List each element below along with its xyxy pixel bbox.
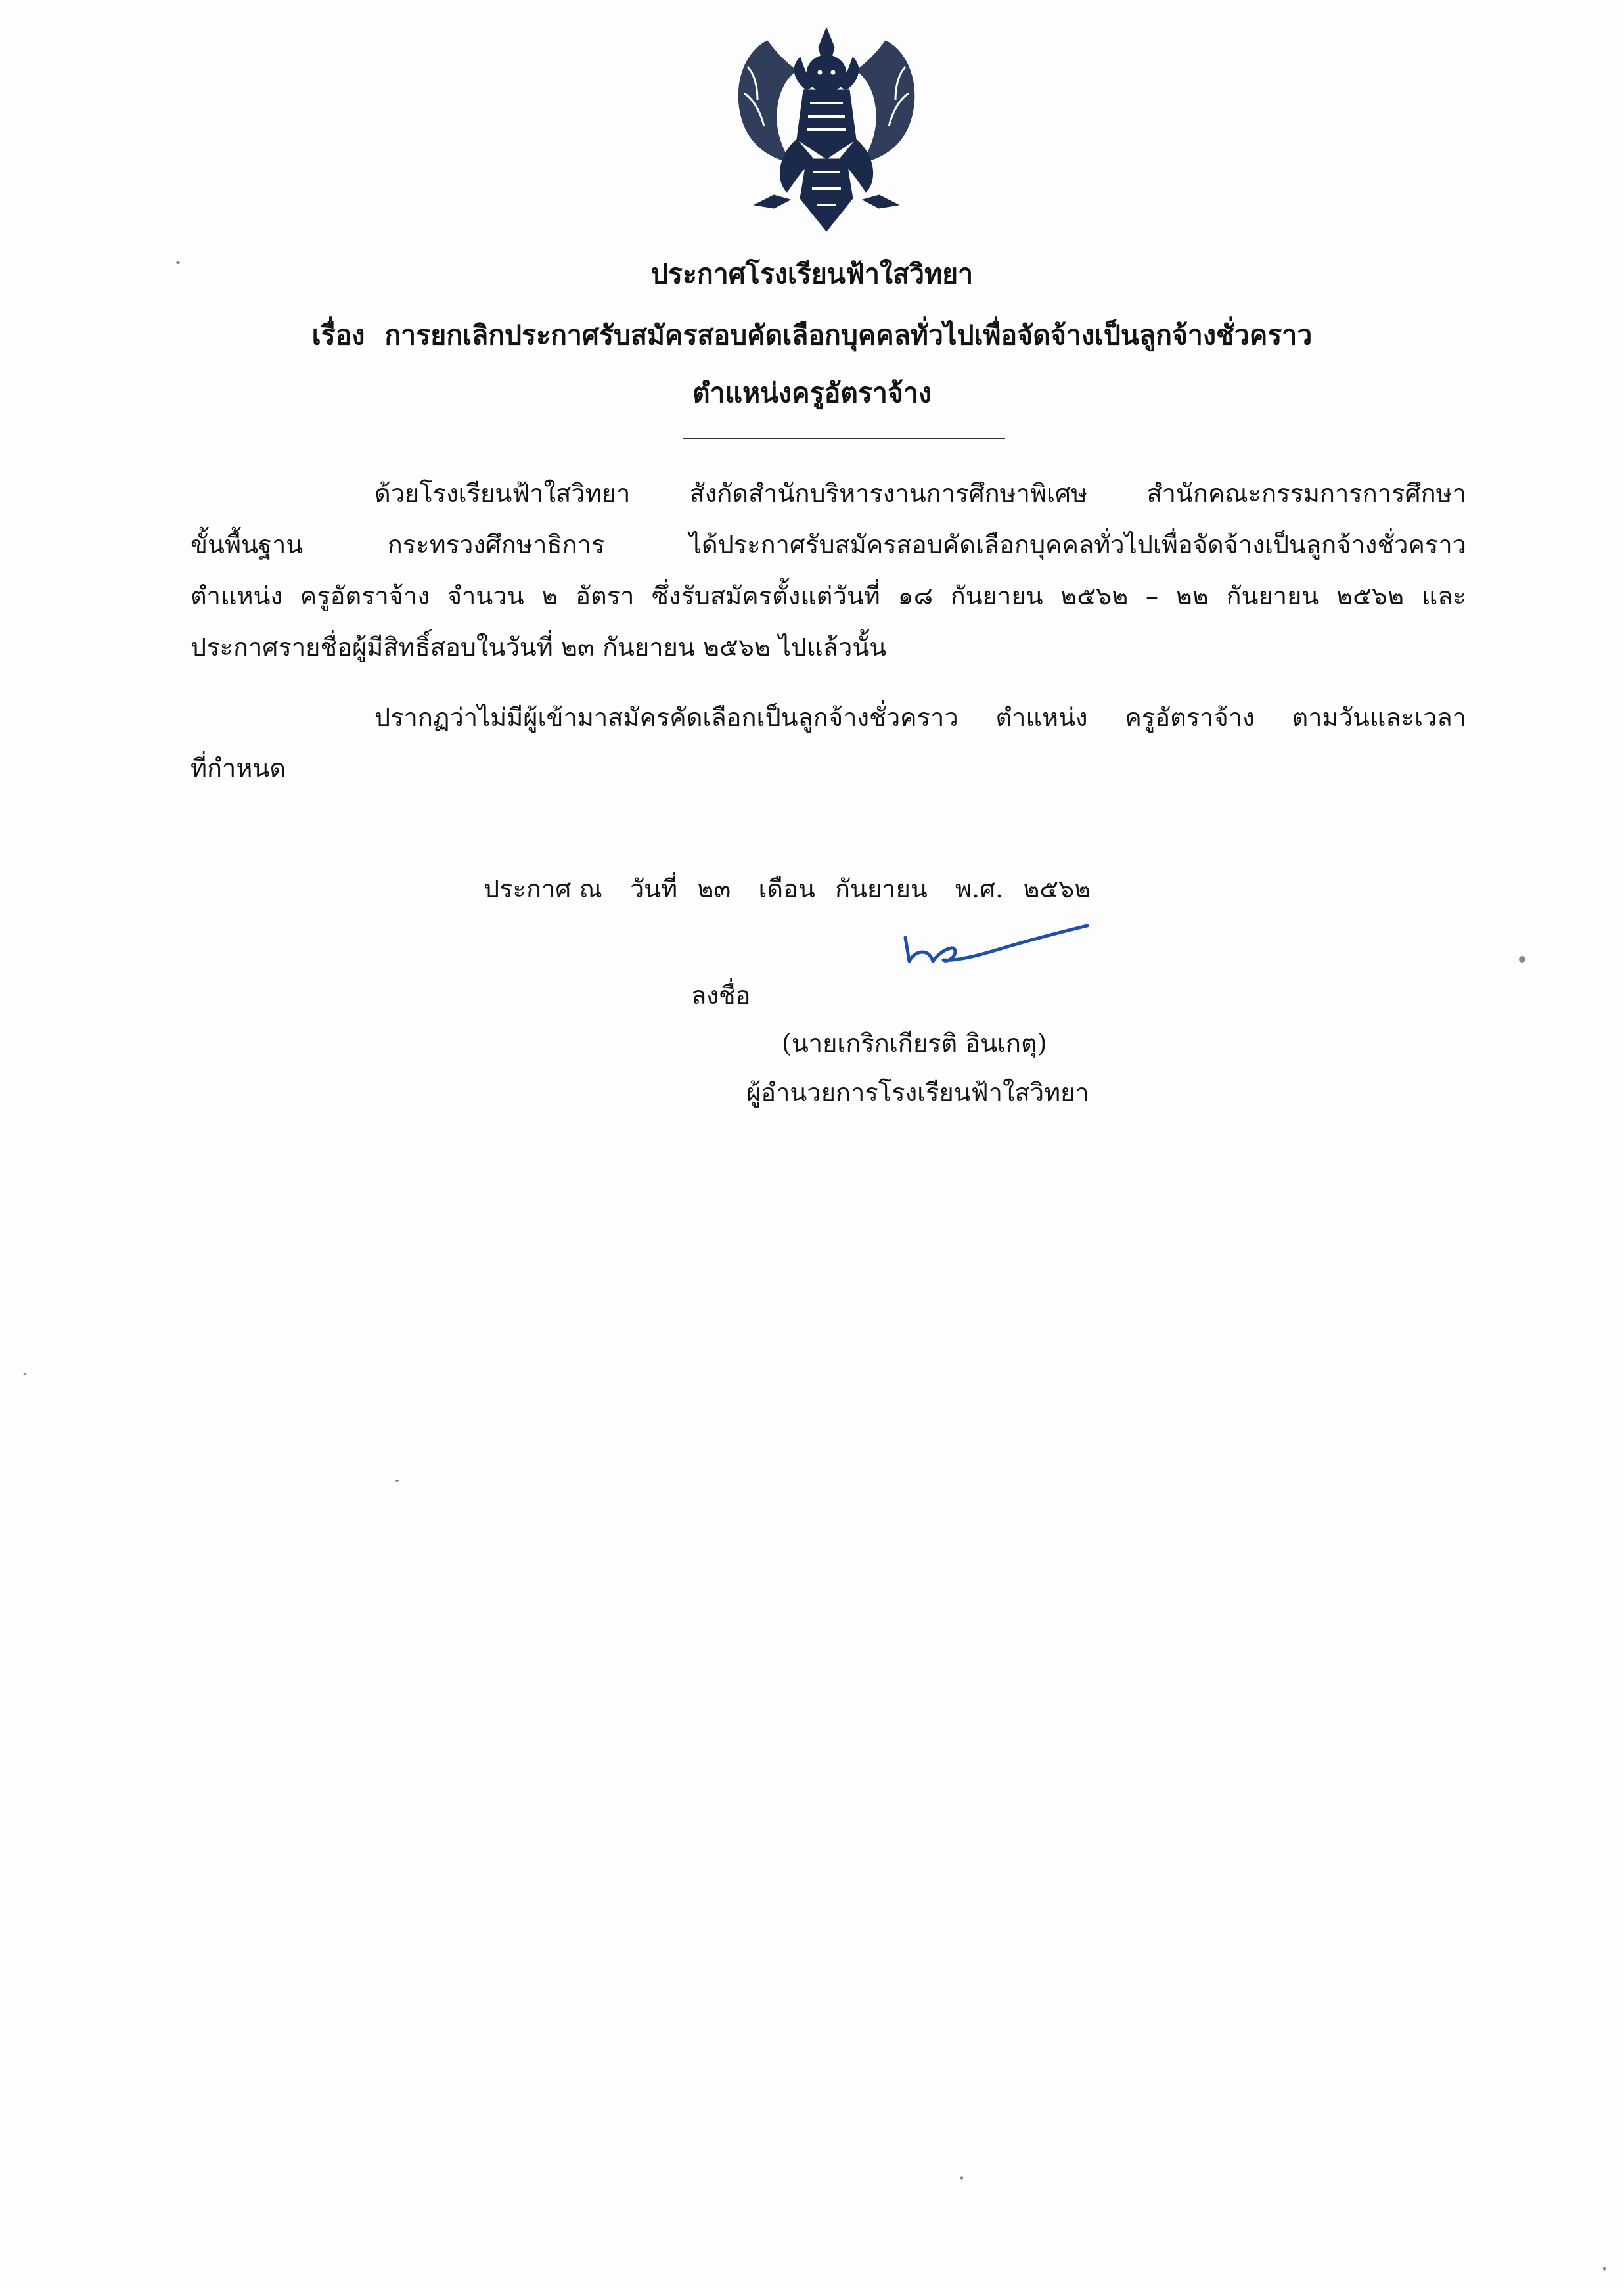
announcement-date (484, 869, 1110, 909)
paragraph1-line-1: ด้วยโรงเรียนฟ้าใสวิทยา สังกัดสำนักบริหารงานการศึกษาพิเศษ สำนักคณะกรรมการการศึกษา (374, 479, 1466, 508)
scan-speck (395, 1480, 399, 1482)
announce-prefix: ประกาศ ณ (484, 874, 602, 903)
paragraph1-line-3: ตำแหน่ง ครูอัตราจ้าง จำนวน ๒ อัตรา ซึ่งรับสมัครตั้งแต่วันที่ ๑๘ กันยายน ๒๕๖๒ – ๒๒ กันยายน ๒๕๖๒ และ (191, 581, 1466, 610)
year-label: พ.ศ. (955, 874, 1004, 903)
month-value: กันยายน (835, 874, 928, 903)
paragraph2-line-2: ที่กำหนด (191, 754, 286, 782)
document-subject-line (0, 314, 1624, 357)
signature-label: ลงชื่อ (691, 981, 751, 1010)
scan-speck (1603, 2267, 1606, 2271)
document-title: ประกาศโรงเรียนฟ้าใสวิทยา (650, 258, 974, 290)
paragraph2-line-1: ปรากฏว่าไม่มีผู้เข้ามาสมัครคัดเลือกเป็นลูกจ้างชั่วคราว ตำแหน่ง ครูอัตราจ้าง ตามวันและเวลา (374, 703, 1466, 732)
subject-text: การยกเลิกประกาศรับสมัครสอบคัดเลือกบุคคลทั่วไปเพื่อจัดจ้างเป็นลูกจ้างชั่วคราว (384, 319, 1313, 351)
day-value: ๒๓ (697, 874, 731, 903)
signer-position: ผู้อำนวยการโรงเรียนฟ้าใสวิทยา (746, 1078, 1089, 1107)
title-divider (683, 438, 1005, 439)
handwritten-signature (900, 923, 1097, 982)
year-value: ๒๕๖๒ (1023, 874, 1091, 903)
paragraph1-line-4: ประกาศรายชื่อผู้มีสิทธิ์สอบในวันที่ ๒๓ กันยายน ๒๕๖๒ ไปแล้วนั้น (191, 633, 887, 662)
scan-speck (23, 1373, 27, 1375)
scan-speck (1519, 956, 1525, 963)
garuda-emblem-icon (728, 28, 925, 244)
position-title: ตำแหน่งครูอัตราจ้าง (692, 377, 932, 409)
scan-speck (176, 261, 180, 264)
paragraph1-line-2: ขั้นพื้นฐาน กระทรวงศึกษาธิการ ได้ประกาศรับสมัครสอบคัดเลือกบุคคลทั่วไปเพื่อจัดจ้างเป็นลูกจ้างชั่วคราว (191, 530, 1466, 559)
signer-name: (นายเกริกเกียรติ อินเกตุ) (782, 1029, 1047, 1058)
month-label: เดือน (758, 874, 815, 903)
scan-speck (960, 2176, 963, 2180)
day-label: วันที่ (629, 874, 678, 903)
subject-label: เรื่อง (311, 319, 365, 351)
